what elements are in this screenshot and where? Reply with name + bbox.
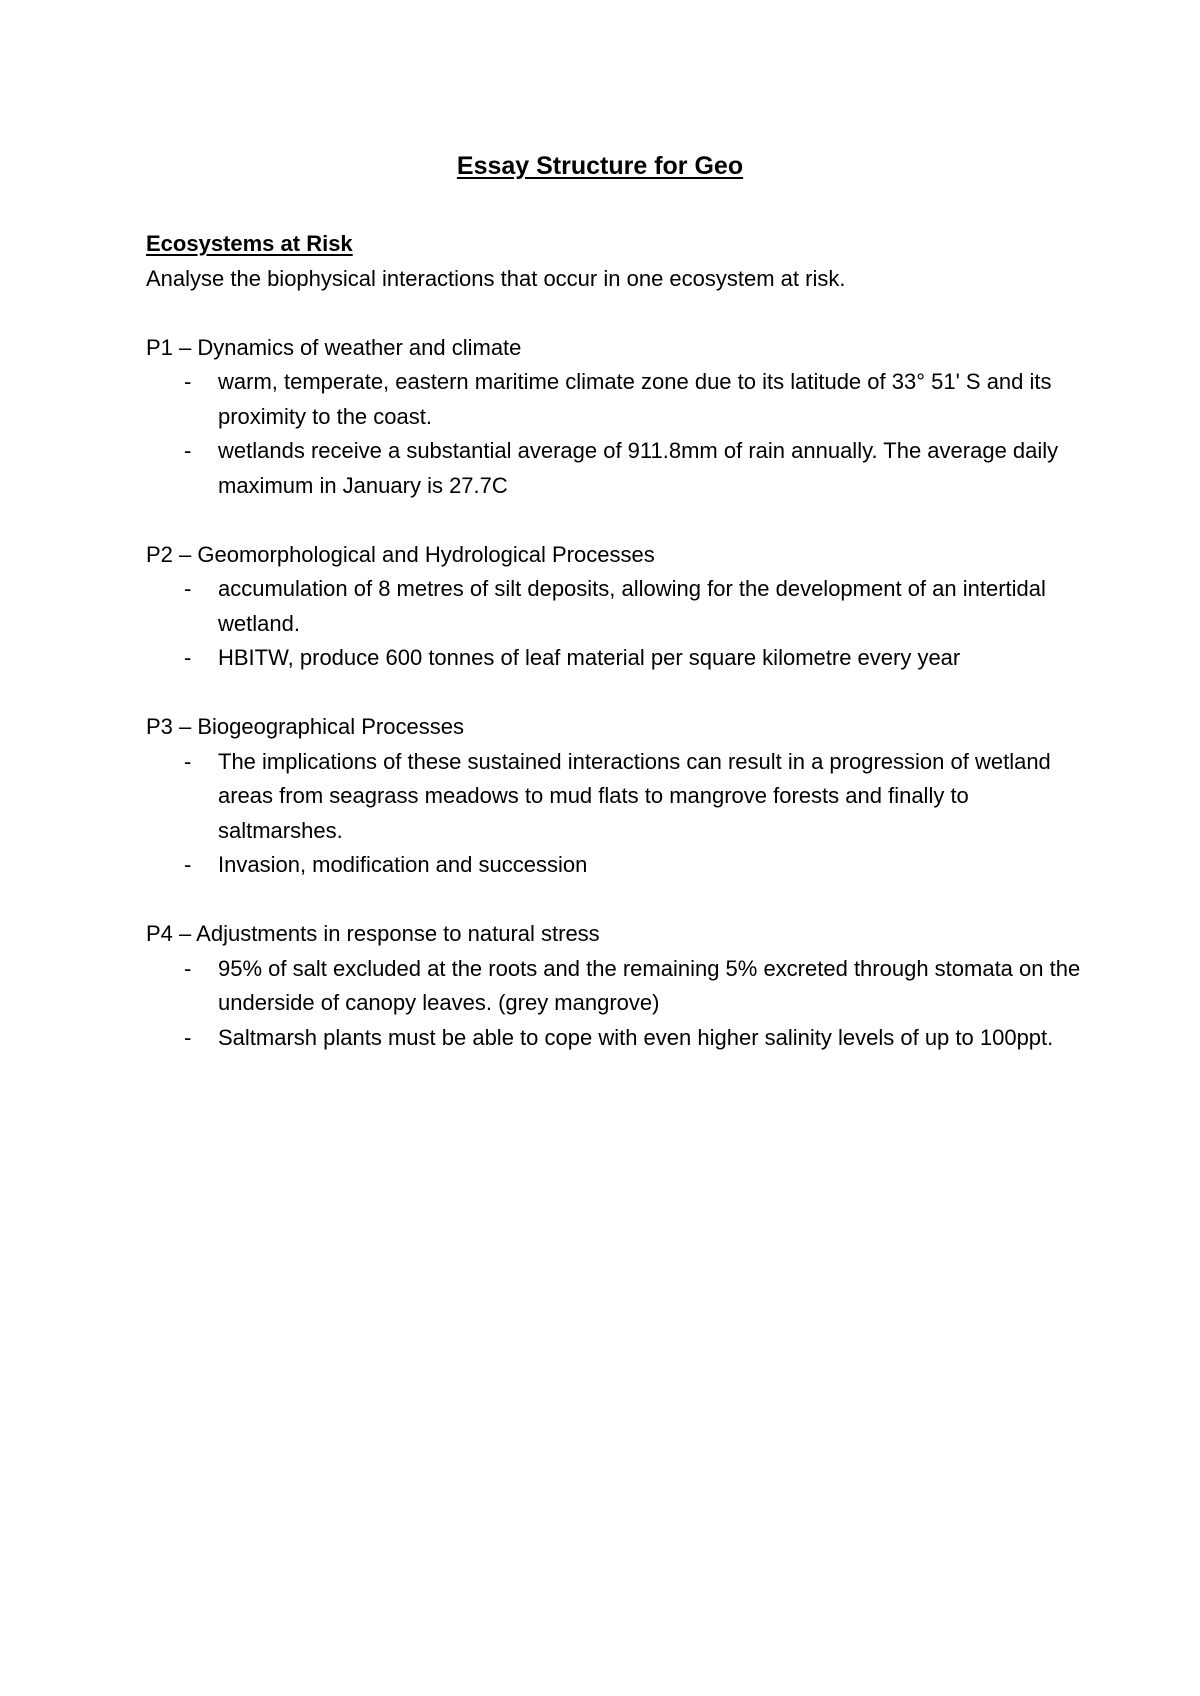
bullet-text: accumulation of 8 metres of silt deposits, allowing for the development of an intertidal wetland. [218, 576, 1046, 636]
bullet-list [146, 365, 1086, 503]
bullet-dash: - [184, 852, 192, 877]
bullet-point [146, 952, 1086, 1021]
bullet-point [146, 365, 1086, 434]
essay-prompt: Analyse the biophysical interactions that occur in one ecosystem at risk. [146, 265, 846, 291]
paragraph-heading: P2 – Geomorphological and Hydrological Processes [146, 541, 655, 567]
bullet-dash: - [184, 955, 192, 981]
document-body [146, 227, 1086, 1055]
paragraph-p1 [146, 331, 1086, 504]
bullet-text: Invasion, modification and succession [218, 852, 588, 877]
paragraph-p4 [146, 917, 1086, 1055]
bullet-dash: - [184, 748, 192, 774]
bullet-text: Saltmarsh plants must be able to cope with even higher salinity levels of up to 100ppt. [218, 1024, 1054, 1050]
bullet-point [146, 572, 1086, 641]
bullet-dash: - [184, 1024, 192, 1050]
paragraph-heading: P4 – Adjustments in response to natural stress [146, 921, 600, 946]
bullet-point [146, 434, 1086, 503]
bullet-dash: - [184, 645, 192, 670]
document-title: Essay Structure for Geo [456, 152, 744, 180]
paragraph-p3 [146, 710, 1086, 883]
bullet-list [146, 745, 1086, 883]
bullet-point [146, 848, 1086, 883]
bullet-text: The implications of these sustained interactions can result in a progression of wetland areas from seagrass meadows to mud flats to mangrove forests and finally to saltmarshes. [218, 748, 1051, 843]
paragraph-heading: P1 – Dynamics of weather and climate [146, 334, 522, 360]
bullet-text: 95% of salt excluded at the roots and the remaining 5% excreted through stomata on the underside of canopy leaves. (grey mangrove) [218, 955, 1081, 1015]
paragraph-heading: P3 – Biogeographical Processes [146, 714, 464, 739]
section-heading: Ecosystems at Risk [146, 231, 353, 256]
bullet-text: wetlands receive a substantial average of 911.8mm of rain annually. The average daily maximum in January is 27.7C [218, 438, 1059, 498]
bullet-text: warm, temperate, eastern maritime climate zone due to its latitude of 33° 51' S and its proximity to the coast. [218, 369, 1052, 429]
bullet-point [146, 641, 1086, 676]
bullet-point [146, 1021, 1086, 1056]
bullet-text: HBITW, produce 600 tonnes of leaf material per square kilometre every year [218, 645, 961, 670]
bullet-point [146, 745, 1086, 849]
bullet-list [146, 952, 1086, 1056]
bullet-dash: - [184, 438, 192, 463]
bullet-dash: - [184, 369, 192, 394]
bullet-dash: - [184, 576, 192, 601]
paragraph-p2 [146, 538, 1086, 676]
bullet-list [146, 572, 1086, 676]
